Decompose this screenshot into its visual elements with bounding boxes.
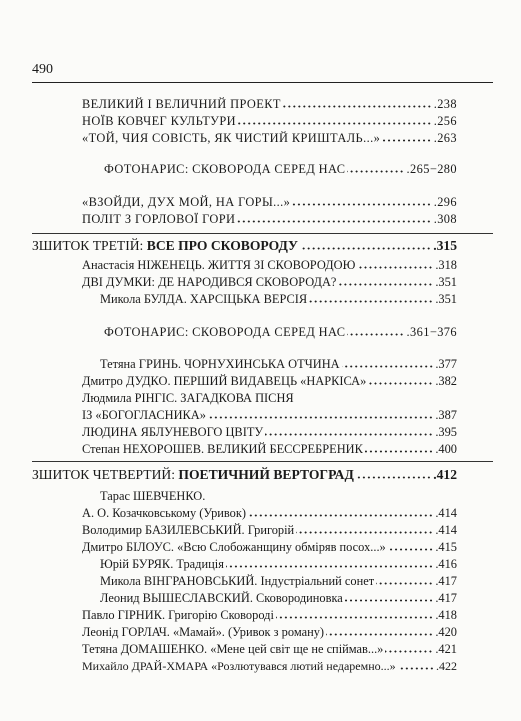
entry-page: .420: [435, 625, 457, 639]
toc-entry: [82, 641, 457, 657]
section-divider: [32, 461, 493, 462]
header-rule: [32, 82, 493, 83]
toc-entry: [82, 274, 457, 290]
entry-page: .416: [435, 557, 457, 571]
toc-entry: [100, 356, 457, 372]
section-title: ПОЕТИЧНИЙ ВЕРТОГРАД: [178, 467, 354, 482]
entry-title: Микола БУЛДА. ХАРСІЦЬКА ВЕРСІЯ: [100, 292, 308, 306]
toc-entry: [82, 96, 457, 112]
entry-page: .382: [435, 374, 457, 388]
entry-title: «ВЗОЙДИ, ДУХ МОЙ, НА ГОРЫ...»: [82, 195, 291, 209]
dot-leader: [326, 633, 433, 636]
dot-leader: [276, 616, 433, 619]
dot-leader: [382, 139, 432, 142]
dot-leader: [388, 548, 434, 551]
entry-page: .263: [433, 131, 457, 145]
dot-leader: [292, 203, 431, 206]
entry-title: НОЇВ КОВЧЕГ КУЛЬТУРИ: [82, 114, 236, 128]
dot-leader: [237, 220, 431, 223]
dot-leader: [309, 300, 433, 303]
dot-leader: [398, 667, 434, 670]
entry-title: Леонід ГОРЛАЧ. «Мамай». (Уривок з роману): [82, 625, 325, 639]
entry-page: .417: [435, 574, 457, 588]
entry-page: .418: [435, 608, 457, 622]
section-heading: [32, 467, 457, 483]
entry-page: .377: [435, 357, 457, 371]
entry-title: А. О. Козачковському (Уривок): [82, 506, 246, 520]
toc-entry: [82, 539, 457, 555]
entry-page: .387: [435, 408, 457, 422]
section-divider: [32, 233, 493, 234]
entry-title: ФОТОНАРИС: СКОВОРОДА СЕРЕД НАС: [104, 325, 346, 339]
dot-leader: [226, 565, 433, 568]
toc-entry: [100, 556, 457, 572]
dot-leader: [283, 105, 432, 108]
entry-title: Михайло ДРАЙ-ХМАРА «Розлютувався лютий недаремно...»: [82, 659, 396, 673]
section-title: ВСЕ ПРО СКОВОРОДУ: [146, 238, 299, 253]
section-heading: [32, 238, 457, 254]
entry-page: .417: [435, 591, 457, 605]
dot-leader: [385, 650, 433, 653]
toc-entry: [82, 130, 457, 146]
entry-page: .238: [433, 97, 457, 111]
entry-title: ЛЮДИНА ЯБЛУНЕВОГО ЦВІТУ: [82, 425, 264, 439]
entry-page: .351: [435, 292, 457, 306]
entry-page: .296: [433, 195, 457, 209]
dot-leader: [238, 122, 432, 125]
section-prefix: ЗШИТОК ТРЕТІЙ:: [32, 238, 147, 253]
toc-entry: [82, 441, 457, 457]
dot-leader: [342, 365, 434, 368]
dot-leader: [296, 531, 433, 534]
toc-entry: [100, 573, 457, 589]
entry-title: Юрій БУРЯК. Традиція: [100, 557, 224, 571]
entry-page: .395: [435, 425, 457, 439]
toc-entry: [82, 607, 457, 623]
dot-leader: [347, 170, 404, 173]
entry-title: Дмитро БІЛОУС. «Всю Слобожанщину обміряв посох...»: [82, 540, 386, 554]
entry-title: Микола ВІНГРАНОВСЬКИЙ. Індустріальний сонет: [100, 574, 375, 588]
entry-title: Анастасія НІЖЕНЕЦЬ. ЖИТТЯ ЗІ СКОВОРОДОЮ: [82, 258, 356, 272]
entry-page: .315: [433, 238, 457, 253]
page-number: 490: [32, 62, 53, 77]
entry-page: .421: [435, 642, 457, 656]
entry-page: .318: [435, 258, 457, 272]
entry-page: .308: [433, 212, 457, 226]
entry-title: «ТОЙ, ЧИЯ СОВІСТЬ, ЯК ЧИСТИЙ КРИШТАЛЬ...»: [82, 131, 381, 145]
toc-entry: [100, 291, 457, 307]
toc-entry: [82, 407, 457, 423]
entry-title: Тетяна ГРИНЬ. ЧОРНУХИНСЬКА ОТЧИНА: [100, 357, 340, 371]
toc-entry: [82, 522, 457, 538]
dot-leader: [368, 382, 433, 385]
entry-title: Павло ГІРНИК. Григорію Сковороді: [82, 608, 274, 622]
toc-entry: [82, 194, 457, 210]
toc-entry: [82, 257, 457, 273]
dot-leader: [338, 283, 433, 286]
toc-entry: [82, 658, 457, 674]
toc-entry: [82, 624, 457, 640]
dot-leader: [208, 416, 433, 419]
toc-entry: [82, 424, 457, 440]
entry-page: .361−376: [406, 325, 457, 339]
entry-page: .414: [435, 506, 457, 520]
dot-leader: [376, 582, 433, 585]
toc-entry: [82, 505, 457, 521]
entry-title: Леонид ВЫШЕСЛАВСКИЙ. Сковородиновка: [100, 591, 343, 605]
author-line: Тарас ШЕВЧЕНКО.: [100, 489, 206, 503]
entry-title: ПОЛІТ З ГОРЛОВОЇ ГОРИ: [82, 212, 236, 226]
entry-title: ВЕЛИКИЙ І ВЕЛИЧНИЙ ПРОЕКТ: [82, 97, 281, 111]
entry-page: .265−280: [406, 162, 457, 176]
entry-title: ІЗ «БОГОГЛАСНИКА»: [82, 408, 206, 422]
dot-leader: [345, 599, 434, 602]
dot-leader: [347, 333, 404, 336]
toc-entry-line: Людмила РІНГІС. ЗАГАДКОВА ПІСНЯ: [82, 391, 294, 405]
entry-title: Тетяна ДОМАШЕНКО. «Мене цей світ ще не спіймав...»: [82, 642, 384, 656]
entry-page: .400: [435, 442, 457, 456]
dot-leader: [265, 433, 433, 436]
toc-entry: [82, 211, 457, 227]
entry-page: .412: [433, 467, 457, 482]
toc-entry-photo: [104, 161, 457, 177]
section-prefix: ЗШИТОК ЧЕТВЕРТИЙ:: [32, 467, 179, 482]
dot-leader: [356, 476, 431, 479]
entry-page: .256: [433, 114, 457, 128]
entry-title: ДВІ ДУМКИ: ДЕ НАРОДИВСЯ СКОВОРОДА?: [82, 275, 337, 289]
entry-title: Дмитро ДУДКО. ПЕРШИЙ ВИДАВЕЦЬ «НАРКІСА»: [82, 374, 367, 388]
toc-entry-photo: [104, 324, 457, 340]
dot-leader: [357, 266, 433, 269]
entry-title: Володимир БАЗИЛЕВСЬКИЙ. Григорій: [82, 523, 295, 537]
entry-page: .422: [436, 659, 457, 673]
toc-entry: [82, 113, 457, 129]
entry-title: ФОТОНАРИС: СКОВОРОДА СЕРЕД НАС: [104, 162, 346, 176]
toc-entry: [82, 373, 457, 389]
entry-page: .415: [435, 540, 457, 554]
dot-leader: [248, 514, 433, 517]
dot-leader: [365, 450, 433, 453]
entry-title: Степан НЕХОРОШЕВ. ВЕЛИКИЙ БЕССРЕБРЕНИК: [82, 442, 363, 456]
dot-leader: [300, 247, 431, 250]
entry-page: .351: [435, 275, 457, 289]
entry-page: .414: [435, 523, 457, 537]
toc-entry: [100, 590, 457, 606]
